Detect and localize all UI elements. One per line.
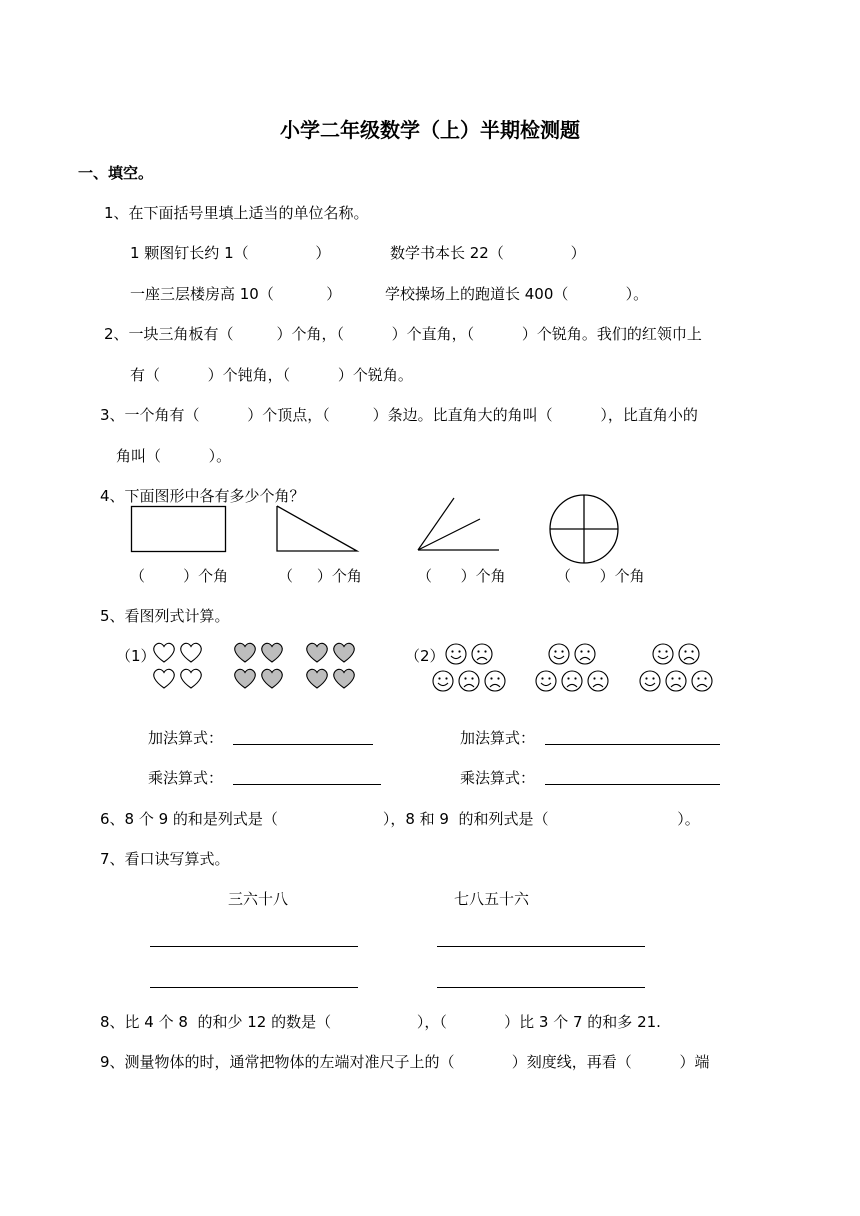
multiplication-label: 乘法算式： xyxy=(460,769,536,787)
heart-icon xyxy=(235,669,256,688)
heart-icon xyxy=(307,669,328,688)
heart-icon xyxy=(334,669,355,688)
answer-blank: （ ）个角 xyxy=(278,567,362,585)
answer-line xyxy=(233,744,373,745)
addition-label: 加法算式： xyxy=(460,729,536,747)
page-title: 小学二年级数学（上）半期检测题 xyxy=(280,118,580,142)
question-1-item: 学校操场上的跑道长 400（ ）。 xyxy=(385,285,649,303)
triangle-figure xyxy=(275,505,365,555)
question-1-item: 1 颗图钉长约 1（ ） xyxy=(130,244,331,262)
answer-line xyxy=(437,987,645,988)
part-label: （1） xyxy=(116,647,156,665)
question-1-heading: 1、在下面括号里填上适当的单位名称。 xyxy=(104,204,369,222)
heart-icon xyxy=(334,643,355,662)
frown-face-icon xyxy=(485,671,505,691)
answer-line xyxy=(437,946,645,947)
frown-face-icon xyxy=(459,671,479,691)
smile-face-icon xyxy=(536,671,556,691)
frown-face-icon xyxy=(472,644,492,664)
question-6: 6、8 个 9 的和是列式是（ ），8 和 9 的和列式是（ ）。 xyxy=(100,810,700,828)
rhyme-text: 七八五十六 xyxy=(454,890,530,908)
smile-face-icon xyxy=(640,671,660,691)
circle-figure xyxy=(546,495,622,563)
question-8: 8、比 4 个 8 的和少 12 的数是（ ），（ ）比 3 个 7 的和多 21. xyxy=(100,1013,661,1031)
answer-line xyxy=(545,744,720,745)
angles-figure xyxy=(415,495,505,555)
heart-icon xyxy=(235,643,256,662)
question-9: 9、测量物体的时，通常把物体的左端对准尺子上的（ ）刻度线，再看（ ）端 xyxy=(100,1053,710,1071)
smile-face-icon xyxy=(446,644,466,664)
smile-face-icon xyxy=(433,671,453,691)
section-heading: 一、填空。 xyxy=(78,164,154,182)
rhyme-text: 三六十八 xyxy=(228,890,289,908)
frown-face-icon xyxy=(575,644,595,664)
heart-icon xyxy=(262,643,283,662)
question-1-item: 一座三层楼房高 10（ ） xyxy=(130,285,342,303)
part-label: （2） xyxy=(405,647,445,665)
question-4-heading: 4、下面图形中各有多少个角？ xyxy=(100,487,305,505)
multiplication-label: 乘法算式： xyxy=(148,769,224,787)
hearts-group xyxy=(148,640,363,692)
answer-line xyxy=(150,946,358,947)
heart-icon xyxy=(154,643,175,662)
answer-blank: （ ）个角 xyxy=(417,567,506,585)
heart-icon xyxy=(181,669,202,688)
answer-line xyxy=(150,987,358,988)
question-1-item: 数学书本长 22（ ） xyxy=(390,244,586,262)
question-7-heading: 7、看口诀写算式。 xyxy=(100,850,230,868)
frown-face-icon xyxy=(562,671,582,691)
answer-line xyxy=(233,784,381,785)
answer-blank: （ ）个角 xyxy=(556,567,645,585)
frown-face-icon xyxy=(588,671,608,691)
heart-icon xyxy=(262,669,283,688)
question-3-line: 角叫（ ）。 xyxy=(116,447,232,465)
smile-face-icon xyxy=(549,644,569,664)
question-5-heading: 5、看图列式计算。 xyxy=(100,607,230,625)
frown-face-icon xyxy=(679,644,699,664)
question-3-line: 3、一个角有（ ）个顶点，（ ）条边。比直角大的角叫（ ），比直角小的 xyxy=(100,406,698,424)
answer-blank: （ ）个角 xyxy=(130,567,229,585)
heart-icon xyxy=(154,669,175,688)
rectangle-figure xyxy=(130,505,230,555)
answer-line xyxy=(545,784,720,785)
faces-group xyxy=(430,640,720,695)
addition-label: 加法算式： xyxy=(148,729,224,747)
question-2-line: 有（ ）个钝角，（ ）个锐角。 xyxy=(130,366,413,384)
frown-face-icon xyxy=(692,671,712,691)
question-2-line: 2、一块三角板有（ ）个角，（ ）个直角，（ ）个锐角。我们的红领巾上 xyxy=(104,325,702,343)
frown-face-icon xyxy=(666,671,686,691)
smile-face-icon xyxy=(653,644,673,664)
heart-icon xyxy=(307,643,328,662)
heart-icon xyxy=(181,643,202,662)
